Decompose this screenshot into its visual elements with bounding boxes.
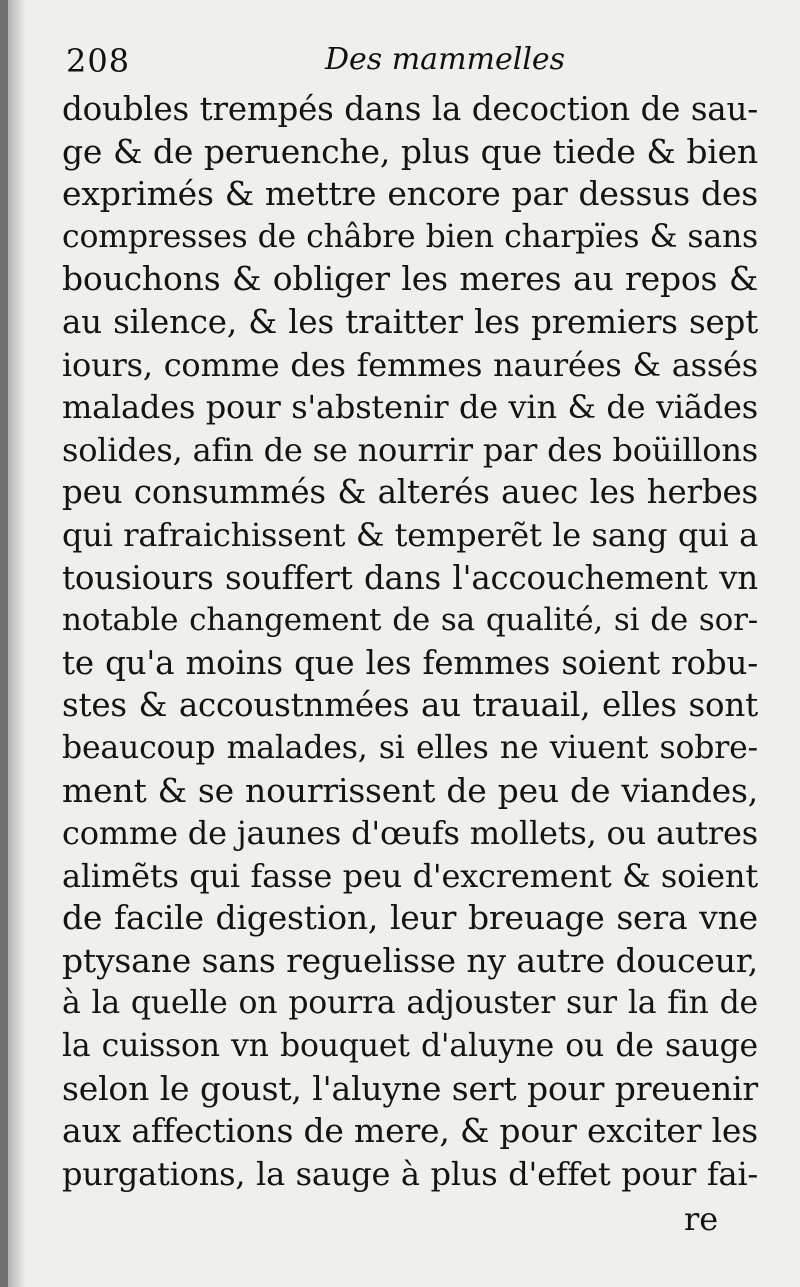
text-line: doubles trempés dans la decoction de sau- (62, 90, 758, 128)
text-line: à la quelle on pourra adjouster sur la fin de (62, 985, 758, 1022)
text-line: iours, comme des femmes naurées & assés (62, 345, 758, 384)
text-line: malades pour s'abstenir de vin & de viãdes (62, 388, 758, 427)
text-line: compresses de châbre bien charpïes & sans (62, 218, 758, 255)
text-line: selon le goust, l'aluyne sert pour preuenir (62, 1068, 758, 1108)
text-line: exprimés & mettre encore par dessus des (62, 174, 758, 214)
text-line: au silence, & les traitter les premiers sept (62, 302, 758, 341)
text-line: comme de jaunes d'œufs mollets, ou autres (62, 814, 758, 853)
text-line: notable changement de sa qualité, si de sor- (62, 602, 758, 639)
text-line: beaucoup malades, si elles ne viuent sobre- (62, 729, 758, 766)
text-line: qui rafraichissent & temperẽt le sang qui a (62, 515, 758, 554)
text-line: ment & se nourrissent de peu de viandes, (62, 770, 758, 810)
running-head: Des mammelles (325, 42, 566, 77)
text-line: ge & de peruenche, plus que tiede & bien (62, 131, 758, 171)
text-line: bouchons & obliger les meres au repos & (62, 259, 758, 299)
text-line: solides, afin de se nourrir par des boüillons (62, 430, 758, 469)
text-line: de facile digestion, leur breuage sera vne (62, 898, 758, 938)
text-line: peu consummés & alterés auec les herbes (62, 473, 758, 512)
text-line: la cuisson vn bouquet d'aluyne ou de sauge (62, 1028, 758, 1065)
text-line: stes & accoustnmées au trauail, elles sont (62, 686, 758, 725)
text-line: tousiours souffert dans l'accouchement vn (62, 558, 758, 597)
book-page (8, 0, 800, 1287)
page-number: 208 (66, 42, 131, 80)
text-line: purgations, la sauge à plus d'effet pour fai- (62, 1154, 758, 1193)
catchword: re (684, 1200, 719, 1238)
text-line: ptysane sans reguelisse ny autre douceur, (62, 940, 758, 980)
body-text (62, 88, 758, 1195)
text-line: te qu'a moins que les femmes soient robu- (62, 643, 758, 682)
text-line: alimẽts qui fasse peu d'excrement & soient (62, 856, 758, 895)
page-header (60, 42, 760, 86)
text-line: aux affections de mere, & pour exciter les (62, 1111, 758, 1151)
